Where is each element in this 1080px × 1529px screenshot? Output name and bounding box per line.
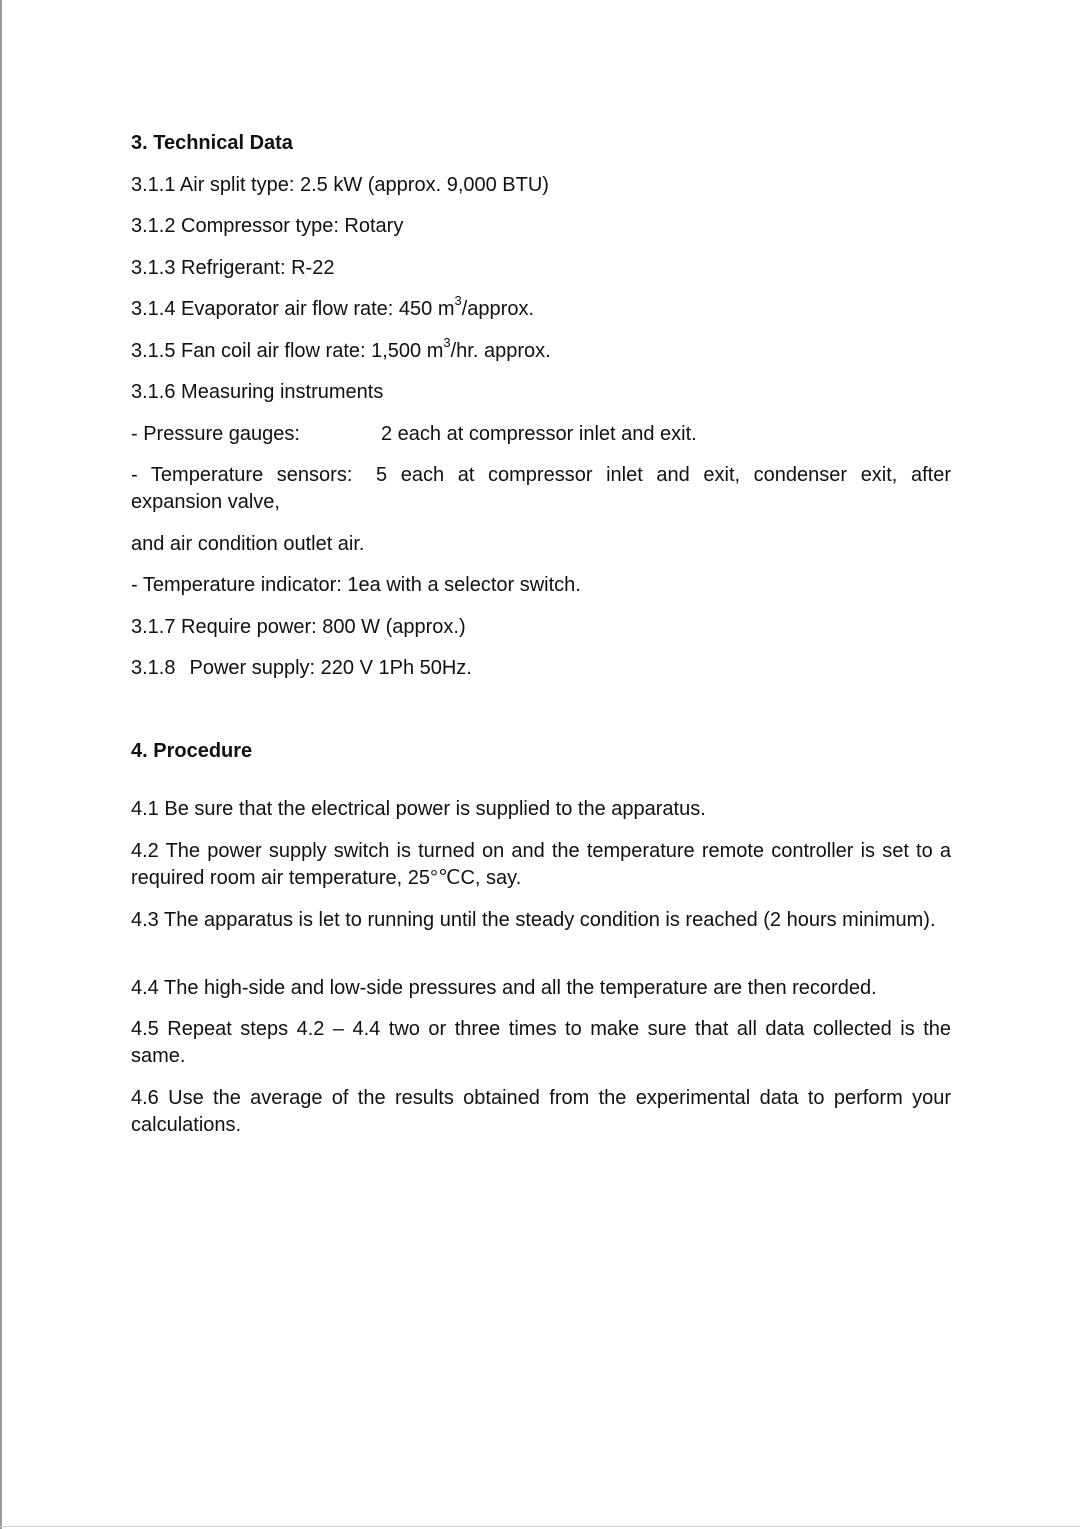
fan-coil-unit: /hr. approx. <box>450 340 551 362</box>
item-3-1-1: 3.1.1 Air split type: 2.5 kW (approx. 9,000 BTU) <box>131 174 549 196</box>
item-3-1-5 <box>131 335 551 365</box>
temperature-sensors-line <box>131 462 951 516</box>
evaporator-superscript: 3 <box>454 293 462 309</box>
pressure-gauges-label: - Pressure gauges: <box>131 423 300 445</box>
procedure-step-4-5: 4.5 Repeat steps 4.2 – 4.4 two or three times to make sure that all data collected is the same. <box>131 1018 951 1067</box>
fan-coil-text: 3.1.5 Fan coil air flow rate: 1,500 m <box>131 340 444 362</box>
evaporator-unit: /approx. <box>461 298 534 320</box>
procedure-step-4-2: 4.2 The power supply switch is turned on and the temperature remote controller is set to a required room air temperature, 25°℃C, say. <box>131 840 951 889</box>
item-3-1-3: 3.1.3 Refrigerant: R-22 <box>131 257 335 279</box>
temperature-sensors-value: 5 each at compressor inlet and exit, condenser exit, after expansion valve, <box>131 464 951 513</box>
temperature-sensors-continued: and air condition outlet air. <box>131 533 365 555</box>
fan-coil-superscript: 3 <box>443 335 451 351</box>
evaporator-text: 3.1.4 Evaporator air flow rate: 450 m <box>131 298 455 320</box>
page-left-edge <box>0 0 2 1529</box>
temperature-sensors-label: - Temperature sensors: <box>131 464 353 486</box>
temperature-indicator-line: - Temperature indicator: 1ea with a selector switch. <box>131 574 581 596</box>
item-3-1-4 <box>131 293 534 323</box>
item-3-1-7: 3.1.7 Require power: 800 W (approx.) <box>131 616 466 638</box>
procedure-step-4-4: 4.4 The high-side and low-side pressures and all the temperature are then recorded. <box>131 977 877 999</box>
item-3-1-6: 3.1.6 Measuring instruments <box>131 381 384 403</box>
section-3-heading: 3. Technical Data <box>131 132 293 154</box>
pressure-gauges-line <box>131 421 951 448</box>
procedure-step-4-1: 4.1 Be sure that the electrical power is supplied to the apparatus. <box>131 798 706 820</box>
pressure-gauges-value: 2 each at compressor inlet and exit. <box>381 423 697 445</box>
procedure-step-4-6: 4.6 Use the average of the results obtained from the experimental data to perform your calculations. <box>131 1087 951 1136</box>
section-4-heading: 4. Procedure <box>131 740 253 762</box>
item-3-1-2: 3.1.2 Compressor type: Rotary <box>131 215 404 237</box>
power-supply-number: 3.1.8 <box>131 657 176 679</box>
page-bottom-edge <box>0 1526 1080 1527</box>
item-3-1-8 <box>131 655 472 682</box>
power-supply-text: Power supply: 220 V 1Ph 50Hz. <box>189 657 472 679</box>
procedure-step-4-3: 4.3 The apparatus is let to running until the steady condition is reached (2 hours minimum). <box>131 909 936 931</box>
